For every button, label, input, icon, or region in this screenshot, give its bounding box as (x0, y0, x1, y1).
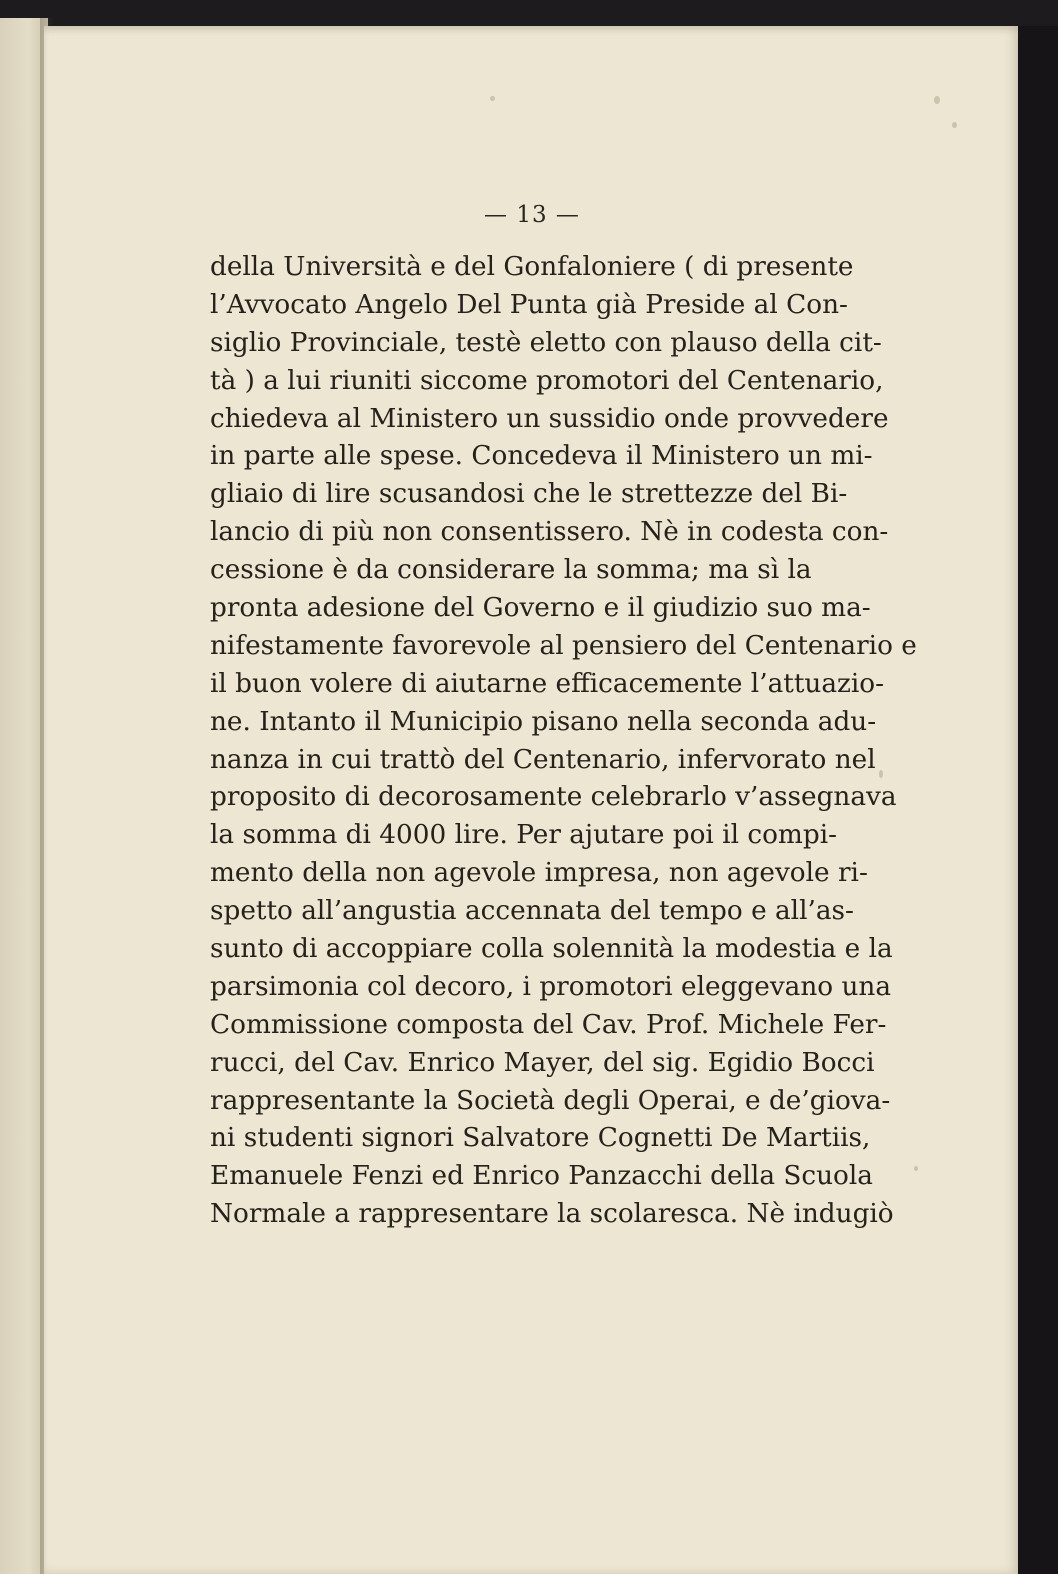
foxing-speck (952, 122, 957, 128)
body-text (210, 249, 917, 1234)
text-line: il buon volere di aiutarne efficacemente l’attuazio- (210, 668, 884, 699)
text-line: gliaio di lire scusandosi che le strettezze del Bi- (210, 479, 848, 510)
page-number: — 13 — (484, 202, 580, 228)
text-line: cessione è da considerare la somma; ma sì la (210, 555, 812, 586)
foxing-speck (490, 96, 495, 101)
text-line: pronta adesione del Governo e il giudizio suo ma- (210, 593, 871, 624)
text-line: siglio Provinciale, testè eletto con plauso della cit- (210, 327, 882, 358)
text-line: nanza in cui trattò del Centenario, infervorato nel (210, 744, 876, 775)
text-line: proposito di decorosamente celebrarlo v’assegnava (210, 782, 897, 813)
text-line: in parte alle spese. Concedeva il Ministero un mi- (210, 441, 873, 472)
text-line: Normale a rappresentare la scolaresca. Nè indugiò (210, 1199, 894, 1230)
text-line: rappresentante la Società degli Operai, e de’giova- (210, 1085, 891, 1116)
text-line: sunto di accoppiare colla solennità la modestia e la (210, 934, 893, 965)
foxing-speck (934, 96, 940, 104)
foxing-speck (879, 770, 883, 778)
text-line: tà ) a lui riuniti siccome promotori del Centenario, (210, 365, 884, 396)
text-line: Emanuele Fenzi ed Enrico Panzacchi della Scuola (210, 1161, 873, 1192)
background-edge (1018, 26, 1058, 1574)
text-line: la somma di 4000 lire. Per ajutare poi il compi- (210, 820, 837, 851)
foxing-speck (914, 1166, 918, 1171)
text-line: ni studenti signori Salvatore Cognetti De Martiis, (210, 1123, 871, 1154)
text-line: chiedeva al Ministero un sussidio onde provvedere (210, 403, 889, 434)
text-line: parsimonia col decoro, i promotori eleggevano una (210, 971, 892, 1002)
text-line: della Università e del Gonfaloniere ( di presente (210, 252, 854, 282)
text-line: mento della non agevole impresa, non agevole ri- (210, 858, 868, 889)
text-line: rucci, del Cav. Enrico Mayer, del sig. Egidio Bocci (210, 1047, 875, 1078)
text-line: l’Avvocato Angelo Del Punta già Preside al Con- (210, 289, 848, 320)
text-line: Commissione composta del Cav. Prof. Michele Fer- (210, 1009, 887, 1040)
book-page (44, 26, 1020, 1574)
text-line: lancio di più non consentissero. Nè in codesta con- (210, 517, 889, 548)
text-line: ne. Intanto il Municipio pisano nella seconda adu- (210, 706, 877, 737)
text-line: spetto all’angustia accennata del tempo e all’as- (210, 896, 854, 927)
text-line: nifestamente favorevole al pensiero del Centenario e (210, 630, 917, 661)
